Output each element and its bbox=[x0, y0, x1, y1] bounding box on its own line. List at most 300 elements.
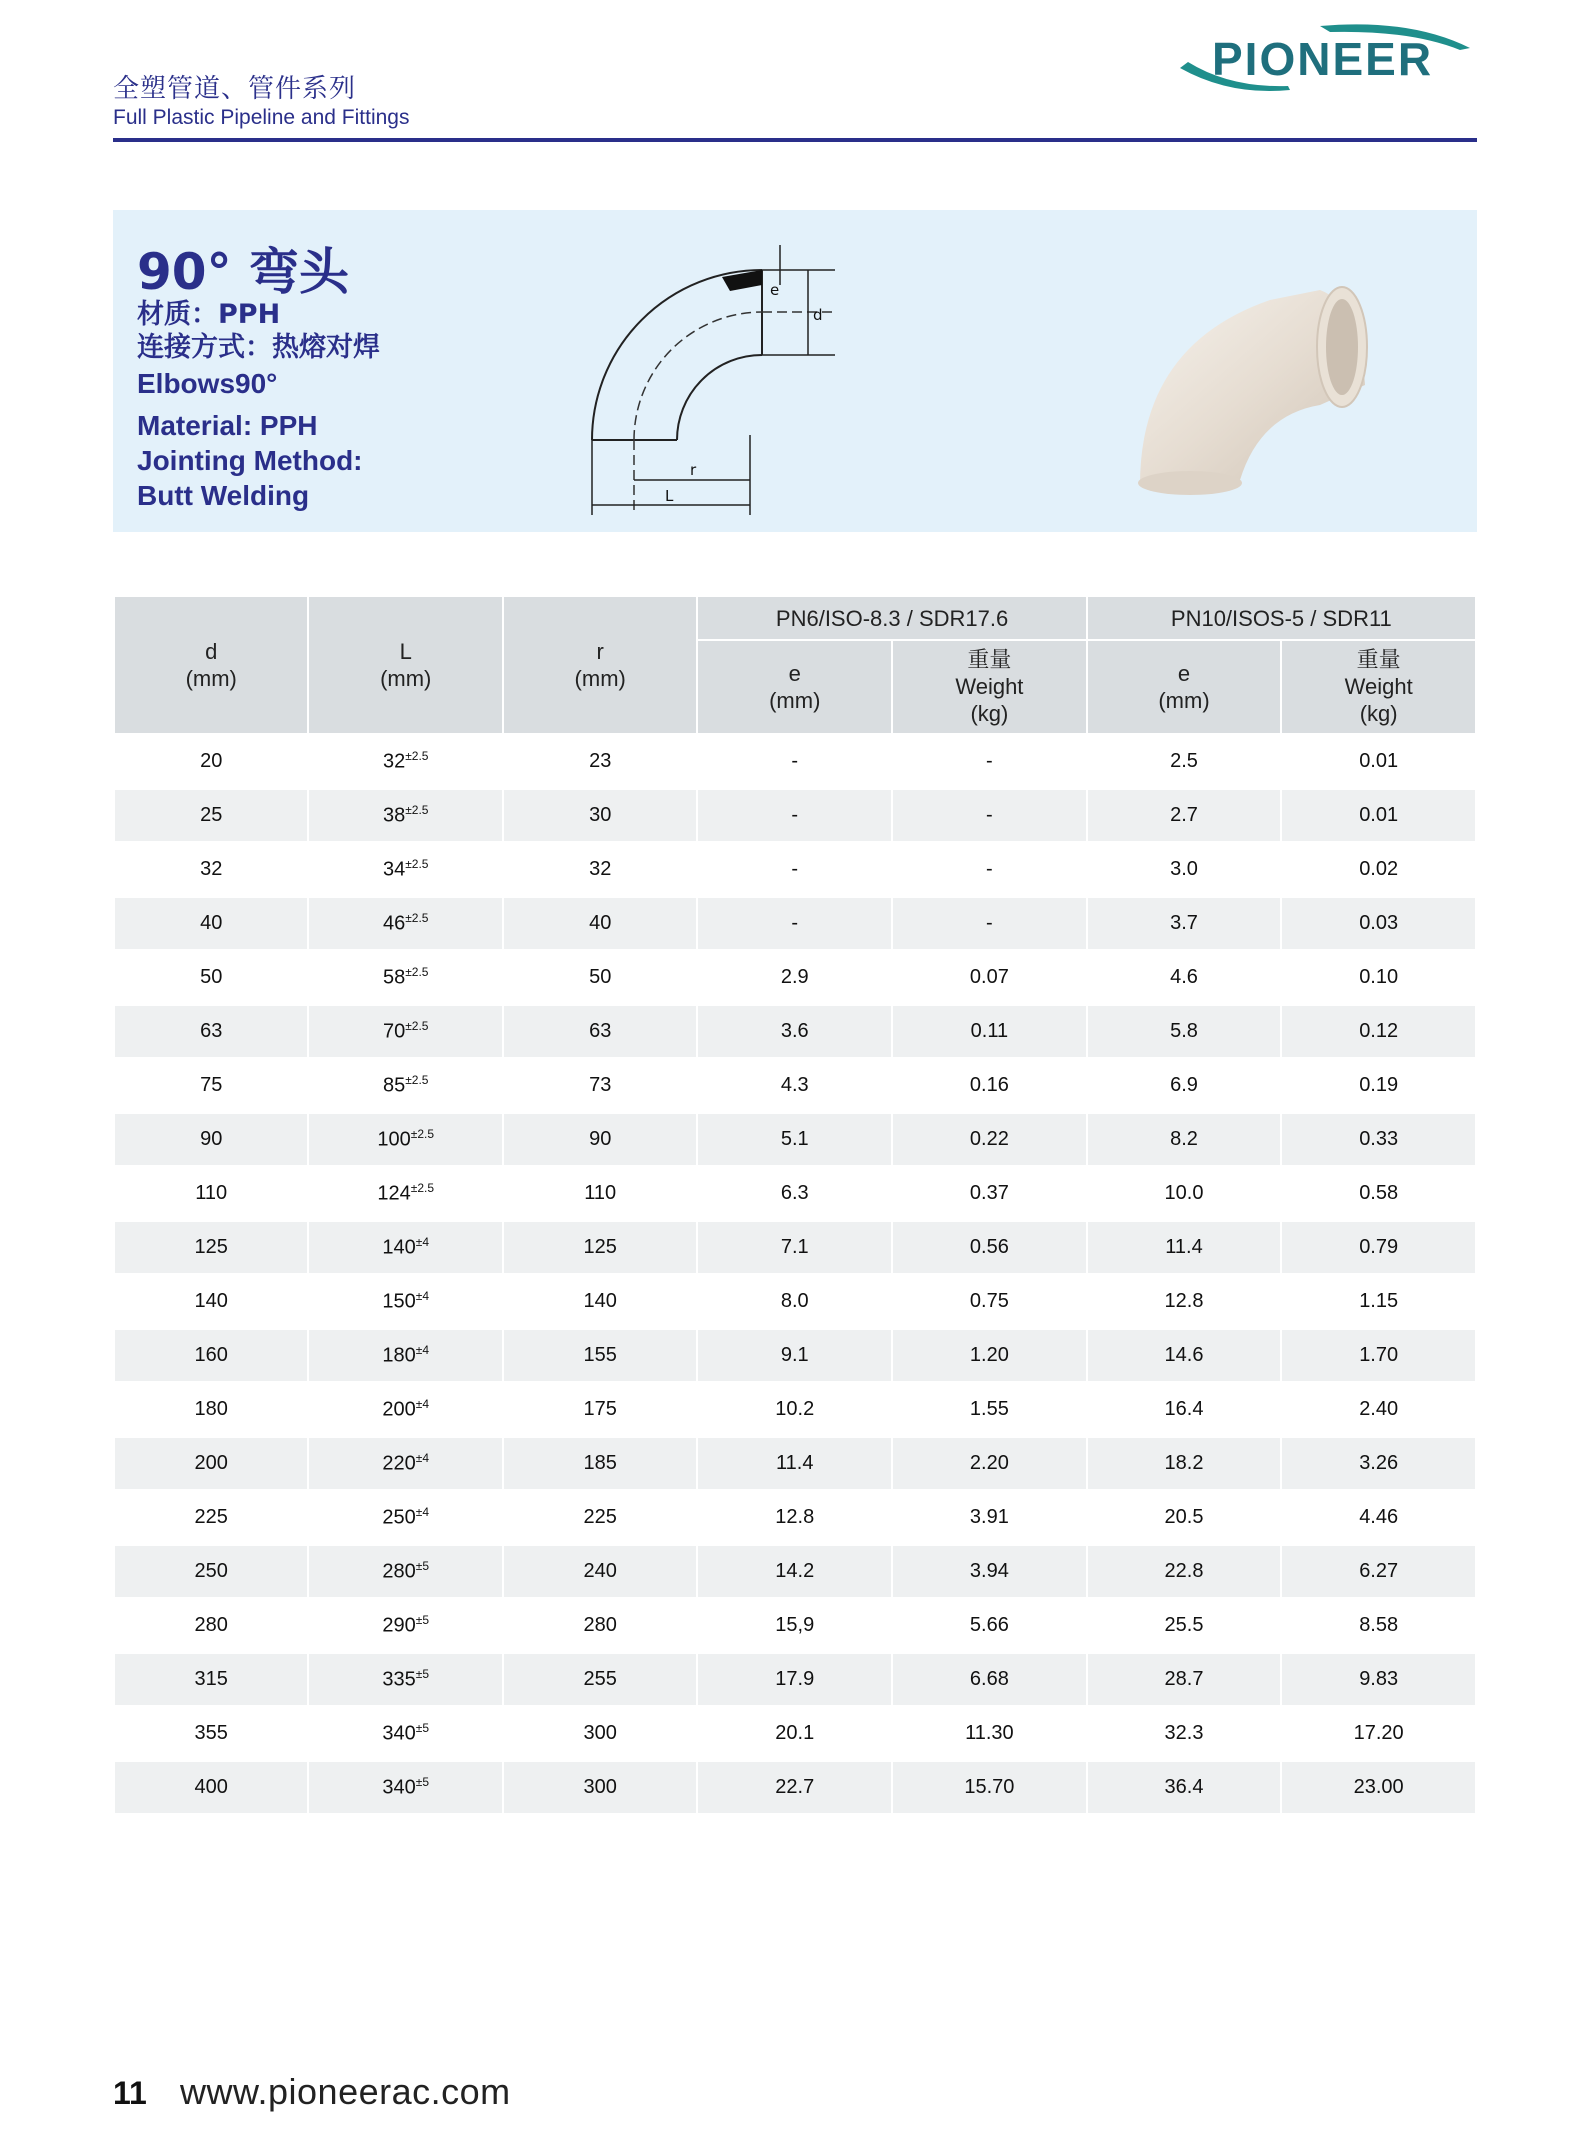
cell-L-tolerance: ±2.5 bbox=[410, 1180, 435, 1195]
cell-e1 bbox=[697, 1490, 892, 1544]
cell-d-value: 63 bbox=[200, 1019, 223, 1042]
cell-e1 bbox=[697, 1112, 892, 1166]
cell-w1 bbox=[892, 1220, 1087, 1274]
table-row bbox=[114, 734, 1476, 788]
cell-L-tolerance: ±2.5 bbox=[405, 856, 429, 871]
cell-L-tolerance: ±5 bbox=[415, 1774, 430, 1789]
cell-e1 bbox=[697, 1220, 892, 1274]
cell-e1 bbox=[697, 1382, 892, 1436]
cell-w1-value: 0.07 bbox=[969, 965, 1009, 988]
col-header-w2-en: Weight bbox=[1344, 674, 1413, 700]
table-row bbox=[114, 1652, 1476, 1706]
cell-L-tolerance: ±2.5 bbox=[405, 802, 429, 817]
cell-d-value: 90 bbox=[200, 1127, 223, 1150]
cell-w1 bbox=[892, 1004, 1087, 1058]
cell-e1 bbox=[697, 1598, 892, 1652]
cell-L bbox=[308, 1112, 502, 1166]
cell-d-value: 315 bbox=[194, 1667, 228, 1690]
cell-e1-value: 8.0 bbox=[780, 1289, 809, 1312]
cell-e2-value: 14.6 bbox=[1164, 1343, 1204, 1366]
cell-w2-value: 0.10 bbox=[1359, 965, 1399, 988]
cell-e1-value: 11.4 bbox=[776, 1451, 814, 1474]
cell-e2-value: 2.5 bbox=[1170, 749, 1198, 772]
col-header-e1 bbox=[697, 640, 892, 734]
table-row bbox=[114, 1490, 1476, 1544]
cell-e2 bbox=[1087, 788, 1282, 842]
cell-L-value: 340 bbox=[382, 1722, 416, 1745]
cell-L bbox=[308, 1004, 502, 1058]
cell-d bbox=[114, 1166, 308, 1220]
cell-e1 bbox=[697, 1004, 892, 1058]
table-row bbox=[114, 1004, 1476, 1058]
cell-r bbox=[503, 1760, 697, 1814]
cell-r bbox=[503, 1436, 697, 1490]
cell-w1-value: 2.20 bbox=[969, 1451, 1009, 1474]
cell-r-value: 23 bbox=[589, 749, 612, 772]
cell-r-value: 30 bbox=[589, 803, 612, 826]
col-header-L-label: L bbox=[399, 638, 412, 664]
cell-w2-value: 1.70 bbox=[1359, 1343, 1399, 1366]
cell-d-value: 160 bbox=[194, 1343, 228, 1366]
cell-L-value: 290 bbox=[382, 1614, 416, 1637]
cell-e2 bbox=[1087, 1436, 1282, 1490]
cell-e1-value: 15,9 bbox=[775, 1613, 815, 1636]
cell-e1 bbox=[697, 1706, 892, 1760]
cell-d bbox=[114, 1220, 308, 1274]
cell-L-value: 280 bbox=[382, 1560, 416, 1583]
cell-e1 bbox=[697, 896, 892, 950]
cell-L bbox=[308, 788, 502, 842]
cell-w2-value: 0.03 bbox=[1359, 911, 1399, 934]
col-header-e2 bbox=[1087, 640, 1282, 734]
cell-w2-value: 0.02 bbox=[1359, 857, 1399, 880]
group-header-pn10: PN10/ISOS-5 / SDR11 bbox=[1087, 596, 1476, 640]
cell-w1-value: 3.91 bbox=[969, 1505, 1009, 1528]
cell-e1 bbox=[697, 1166, 892, 1220]
cell-e2-value: 16.4 bbox=[1164, 1397, 1204, 1420]
cell-e1 bbox=[697, 842, 892, 896]
col-header-r-unit: (mm) bbox=[574, 665, 626, 691]
cell-e2 bbox=[1087, 1382, 1282, 1436]
cell-e1-value: 22.7 bbox=[775, 1775, 815, 1798]
cell-w2 bbox=[1281, 1220, 1476, 1274]
cell-w2-value: 23.00 bbox=[1353, 1775, 1404, 1798]
cell-w2-value: 0.79 bbox=[1359, 1235, 1399, 1258]
cell-w1 bbox=[892, 1760, 1087, 1814]
cell-e2-value: 11.4 bbox=[1165, 1235, 1203, 1258]
cell-r-value: 73 bbox=[589, 1073, 612, 1096]
cell-w2 bbox=[1281, 1436, 1476, 1490]
cell-L-value: 34 bbox=[382, 858, 406, 881]
cell-L bbox=[308, 1166, 502, 1220]
cell-L-tolerance: ±2.5 bbox=[405, 910, 429, 925]
cell-r-value: 40 bbox=[589, 911, 612, 934]
cell-d-value: 200 bbox=[194, 1451, 228, 1474]
cell-e2-value: 8.2 bbox=[1170, 1127, 1198, 1150]
cell-e1 bbox=[697, 1058, 892, 1112]
cell-L bbox=[308, 950, 502, 1004]
cell-e2 bbox=[1087, 1166, 1282, 1220]
cell-L bbox=[308, 1706, 502, 1760]
cell-e1 bbox=[697, 1328, 892, 1382]
cell-e2 bbox=[1087, 1058, 1282, 1112]
cell-w2 bbox=[1281, 1760, 1476, 1814]
cell-L-tolerance: ±4 bbox=[415, 1288, 430, 1303]
cell-r bbox=[503, 734, 697, 788]
cell-L-tolerance: ±2.5 bbox=[410, 1126, 435, 1141]
website-url: www.pioneerac.com bbox=[180, 2071, 511, 2112]
cell-e2 bbox=[1087, 1328, 1282, 1382]
table-row bbox=[114, 1058, 1476, 1112]
cell-d bbox=[114, 1112, 308, 1166]
table-row bbox=[114, 788, 1476, 842]
cell-r-value: 300 bbox=[583, 1721, 617, 1744]
cell-L-tolerance: ±4 bbox=[415, 1342, 430, 1357]
cell-L bbox=[308, 734, 502, 788]
cell-d-value: 50 bbox=[200, 965, 223, 988]
cell-w2 bbox=[1281, 1328, 1476, 1382]
table-row bbox=[114, 1544, 1476, 1598]
cell-d-value: 110 bbox=[195, 1181, 228, 1204]
table-row bbox=[114, 1760, 1476, 1814]
table-row bbox=[114, 1112, 1476, 1166]
cell-w2-value: 0.01 bbox=[1359, 749, 1399, 772]
table-row bbox=[114, 1220, 1476, 1274]
cell-L bbox=[308, 1490, 502, 1544]
cell-d bbox=[114, 1544, 308, 1598]
cell-L-tolerance: ±2.5 bbox=[405, 748, 429, 763]
cell-r-value: 155 bbox=[583, 1343, 617, 1366]
cell-w1 bbox=[892, 734, 1087, 788]
cell-d-value: 32 bbox=[200, 857, 223, 880]
cell-L-tolerance: ±5 bbox=[415, 1720, 430, 1735]
cell-e2-value: 12.8 bbox=[1164, 1289, 1204, 1312]
col-header-d-label: d bbox=[205, 638, 218, 664]
cell-e2 bbox=[1087, 950, 1282, 1004]
cell-w1-value: 6.68 bbox=[969, 1667, 1009, 1690]
col-header-w1 bbox=[892, 640, 1087, 734]
cell-L-value: 200 bbox=[382, 1398, 416, 1421]
cell-w1-value: - bbox=[986, 749, 993, 772]
cell-e2 bbox=[1087, 1490, 1282, 1544]
cell-w1-value: 15.70 bbox=[964, 1775, 1015, 1798]
cell-r-value: 255 bbox=[583, 1667, 617, 1690]
cell-e2-value: 3.7 bbox=[1170, 911, 1198, 934]
table-row bbox=[114, 1274, 1476, 1328]
cell-e2-value: 3.0 bbox=[1170, 857, 1198, 880]
cell-w1-value: 11.30 bbox=[965, 1721, 1014, 1744]
cell-d bbox=[114, 1004, 308, 1058]
cell-d-value: 125 bbox=[194, 1235, 228, 1258]
cell-L bbox=[308, 1436, 502, 1490]
cell-L-tolerance: ±2.5 bbox=[405, 964, 429, 979]
cell-e1-value: 2.9 bbox=[780, 965, 809, 988]
col-header-w1-cn: 重量 bbox=[967, 647, 1012, 673]
cell-w2 bbox=[1281, 1382, 1476, 1436]
cell-L bbox=[308, 896, 502, 950]
cell-r bbox=[503, 1058, 697, 1112]
cell-L-value: 38 bbox=[382, 804, 406, 827]
cell-e1-value: 4.3 bbox=[780, 1073, 809, 1096]
jointing-en: Jointing Method: bbox=[137, 445, 363, 476]
cell-w1-value: - bbox=[986, 911, 993, 934]
cell-w1 bbox=[892, 842, 1087, 896]
cell-r bbox=[503, 950, 697, 1004]
cell-d bbox=[114, 1382, 308, 1436]
table-row bbox=[114, 950, 1476, 1004]
cell-w2 bbox=[1281, 1004, 1476, 1058]
cell-d bbox=[114, 788, 308, 842]
cell-w2 bbox=[1281, 1166, 1476, 1220]
cell-L bbox=[308, 1220, 502, 1274]
cell-w1 bbox=[892, 1274, 1087, 1328]
cell-e2 bbox=[1087, 1652, 1282, 1706]
cell-L bbox=[308, 1382, 502, 1436]
page-number: 11 bbox=[113, 2075, 147, 2111]
cell-e2 bbox=[1087, 842, 1282, 896]
cell-e1 bbox=[697, 1544, 892, 1598]
cell-d bbox=[114, 1436, 308, 1490]
spec-table bbox=[113, 595, 1477, 1815]
cell-w2-value: 4.46 bbox=[1359, 1505, 1399, 1528]
cell-L-value: 220 bbox=[382, 1452, 416, 1475]
cell-d bbox=[114, 1652, 308, 1706]
cell-r-value: 140 bbox=[583, 1289, 617, 1312]
table-row bbox=[114, 1436, 1476, 1490]
cell-L bbox=[308, 1328, 502, 1382]
cell-w1-value: 0.37 bbox=[969, 1181, 1009, 1204]
cell-w1-value: 0.56 bbox=[969, 1235, 1009, 1258]
cell-w1-value: 5.66 bbox=[969, 1613, 1009, 1636]
cell-e2-value: 6.9 bbox=[1170, 1073, 1198, 1096]
cell-w2-value: 6.27 bbox=[1359, 1559, 1399, 1582]
cell-w1-value: 1.20 bbox=[969, 1343, 1009, 1366]
cell-L-value: 85 bbox=[382, 1074, 406, 1097]
cell-e2-value: 4.6 bbox=[1170, 965, 1198, 988]
cell-w2 bbox=[1281, 788, 1476, 842]
cell-r bbox=[503, 1328, 697, 1382]
cell-L-tolerance: ±5 bbox=[415, 1666, 430, 1681]
cell-r bbox=[503, 1706, 697, 1760]
cell-e1-value: 5.1 bbox=[780, 1127, 809, 1150]
cell-r-value: 280 bbox=[583, 1613, 617, 1636]
cell-r-value: 300 bbox=[583, 1775, 617, 1798]
table-row bbox=[114, 1706, 1476, 1760]
cell-L bbox=[308, 1274, 502, 1328]
table-row bbox=[114, 1166, 1476, 1220]
cell-L-value: 140 bbox=[382, 1236, 416, 1259]
cell-w1 bbox=[892, 1652, 1087, 1706]
cell-e2 bbox=[1087, 1274, 1282, 1328]
cell-w1 bbox=[892, 1598, 1087, 1652]
cell-r bbox=[503, 1112, 697, 1166]
cell-d-value: 250 bbox=[194, 1559, 228, 1582]
cell-L bbox=[308, 1058, 502, 1112]
cell-d bbox=[114, 1058, 308, 1112]
cell-w2 bbox=[1281, 1112, 1476, 1166]
cell-r bbox=[503, 1004, 697, 1058]
cell-w1-value: - bbox=[986, 803, 993, 826]
cell-w2 bbox=[1281, 842, 1476, 896]
cell-r bbox=[503, 1166, 697, 1220]
cell-e2 bbox=[1087, 734, 1282, 788]
elbow-technical-drawing bbox=[570, 235, 860, 520]
cell-L-value: 32 bbox=[382, 750, 406, 773]
header-title-cn: 全塑管道、管件系列 bbox=[113, 74, 357, 104]
cell-e1 bbox=[697, 1274, 892, 1328]
col-header-L bbox=[308, 596, 502, 734]
cell-w1 bbox=[892, 1382, 1087, 1436]
cell-r-value: 240 bbox=[583, 1559, 617, 1582]
cell-L-value: 335 bbox=[382, 1668, 416, 1691]
cell-r-value: 185 bbox=[583, 1451, 617, 1474]
cell-L-tolerance: ±4 bbox=[415, 1450, 430, 1465]
cell-w2-value: 1.15 bbox=[1359, 1289, 1399, 1312]
cell-e2-value: 28.7 bbox=[1164, 1667, 1204, 1690]
cell-r bbox=[503, 1598, 697, 1652]
cell-e1-value: 12.8 bbox=[775, 1505, 815, 1528]
cell-d bbox=[114, 950, 308, 1004]
cell-e1-value: 6.3 bbox=[780, 1181, 809, 1204]
cell-L bbox=[308, 1652, 502, 1706]
cell-d bbox=[114, 1328, 308, 1382]
cell-e1 bbox=[697, 734, 892, 788]
table-row bbox=[114, 1598, 1476, 1652]
cell-L bbox=[308, 842, 502, 896]
cell-r bbox=[503, 1220, 697, 1274]
cell-r-value: 32 bbox=[589, 857, 612, 880]
cell-w2-value: 8.58 bbox=[1359, 1613, 1399, 1636]
cell-w2 bbox=[1281, 1598, 1476, 1652]
cell-w2 bbox=[1281, 1544, 1476, 1598]
drawing-label-d: d bbox=[813, 306, 823, 324]
cell-d bbox=[114, 896, 308, 950]
col-header-e2-unit: (mm) bbox=[1158, 687, 1210, 713]
material-en: Material: PPH bbox=[137, 410, 318, 441]
cell-e2 bbox=[1087, 1220, 1282, 1274]
elbow-product-photo bbox=[1120, 265, 1380, 495]
cell-r-value: 50 bbox=[589, 965, 612, 988]
cell-e1 bbox=[697, 950, 892, 1004]
cell-d-value: 180 bbox=[194, 1397, 228, 1420]
cell-d bbox=[114, 734, 308, 788]
cell-w2 bbox=[1281, 1706, 1476, 1760]
cell-w1 bbox=[892, 1706, 1087, 1760]
cell-r bbox=[503, 1544, 697, 1598]
cell-e2-value: 22.8 bbox=[1164, 1559, 1204, 1582]
cell-w1 bbox=[892, 1328, 1087, 1382]
cell-L-tolerance: ±2.5 bbox=[405, 1072, 429, 1087]
product-title-cn: 90° 弯头 bbox=[137, 243, 349, 301]
cell-e1-value: 17.9 bbox=[775, 1667, 815, 1690]
cell-d-value: 400 bbox=[194, 1775, 228, 1798]
cell-r-value: 225 bbox=[583, 1505, 617, 1528]
jointing-cn: 连接方式：热熔对焊 bbox=[137, 332, 380, 363]
cell-L-tolerance: ±2.5 bbox=[405, 1018, 429, 1033]
material-cn: 材质：PPH bbox=[137, 299, 281, 330]
col-header-d bbox=[114, 596, 308, 734]
cell-w1-value: 1.55 bbox=[969, 1397, 1009, 1420]
cell-L bbox=[308, 1598, 502, 1652]
cell-e2-value: 2.7 bbox=[1170, 803, 1198, 826]
cell-e2-value: 36.4 bbox=[1164, 1775, 1204, 1798]
group-header-pn6: PN6/ISO-8.3 / SDR17.6 bbox=[697, 596, 1086, 640]
cell-r-value: 110 bbox=[584, 1181, 617, 1204]
cell-e1 bbox=[697, 1436, 892, 1490]
cell-e2 bbox=[1087, 1004, 1282, 1058]
cell-d-value: 75 bbox=[200, 1073, 223, 1096]
table-row bbox=[114, 1382, 1476, 1436]
cell-d bbox=[114, 842, 308, 896]
cell-e1-value: 10.2 bbox=[775, 1397, 815, 1420]
cell-w2-value: 9.83 bbox=[1359, 1667, 1399, 1690]
cell-L-value: 58 bbox=[382, 966, 406, 989]
cell-e2 bbox=[1087, 896, 1282, 950]
drawing-label-r: r bbox=[690, 461, 697, 479]
cell-L-value: 150 bbox=[382, 1290, 416, 1313]
drawing-label-L: L bbox=[665, 487, 674, 505]
col-header-w1-en: Weight bbox=[955, 674, 1024, 700]
cell-w2 bbox=[1281, 896, 1476, 950]
cell-w1-value: 3.94 bbox=[969, 1559, 1009, 1582]
cell-r bbox=[503, 1274, 697, 1328]
cell-e2 bbox=[1087, 1112, 1282, 1166]
table-row bbox=[114, 842, 1476, 896]
cell-L-tolerance: ±4 bbox=[415, 1396, 430, 1411]
col-header-w2 bbox=[1281, 640, 1476, 734]
cell-w1-value: 0.16 bbox=[969, 1073, 1009, 1096]
col-header-e2-label: e bbox=[1177, 660, 1191, 686]
cell-w1 bbox=[892, 1436, 1087, 1490]
cell-e2-value: 20.5 bbox=[1164, 1505, 1204, 1528]
cell-e1 bbox=[697, 1652, 892, 1706]
cell-w2-value: 0.19 bbox=[1359, 1073, 1399, 1096]
cell-L-value: 340 bbox=[382, 1776, 416, 1799]
cell-r bbox=[503, 896, 697, 950]
cell-w1-value: - bbox=[986, 857, 993, 880]
spec-table-body bbox=[114, 734, 1476, 1814]
cell-L-value: 180 bbox=[382, 1344, 416, 1367]
table-row bbox=[114, 896, 1476, 950]
cell-r-value: 175 bbox=[583, 1397, 617, 1420]
cell-e1-value: 9.1 bbox=[780, 1343, 809, 1366]
cell-r-value: 125 bbox=[583, 1235, 617, 1258]
cell-L-tolerance: ±5 bbox=[415, 1558, 430, 1573]
cell-d-value: 40 bbox=[200, 911, 223, 934]
col-header-e1-label: e bbox=[788, 660, 801, 686]
jointing-value-en: Butt Welding bbox=[137, 480, 310, 511]
header-divider bbox=[113, 138, 1477, 142]
cell-e2-value: 25.5 bbox=[1164, 1613, 1204, 1636]
col-header-w2-cn: 重量 bbox=[1356, 647, 1401, 673]
cell-d-value: 355 bbox=[194, 1721, 228, 1744]
cell-w2 bbox=[1281, 1490, 1476, 1544]
cell-w1-value: 0.75 bbox=[969, 1289, 1009, 1312]
cell-r-value: 63 bbox=[589, 1019, 612, 1042]
cell-w1 bbox=[892, 896, 1087, 950]
cell-e2-value: 18.2 bbox=[1164, 1451, 1204, 1474]
cell-w2-value: 2.40 bbox=[1359, 1397, 1399, 1420]
cell-e2 bbox=[1087, 1706, 1282, 1760]
cell-L-value: 100 bbox=[377, 1128, 411, 1151]
cell-d-value: 25 bbox=[200, 803, 223, 826]
cell-w1 bbox=[892, 1112, 1087, 1166]
cell-w2 bbox=[1281, 734, 1476, 788]
col-header-e1-unit: (mm) bbox=[769, 687, 821, 713]
cell-e1-value: 20.1 bbox=[775, 1721, 815, 1744]
cell-w2-value: 0.33 bbox=[1359, 1127, 1399, 1150]
cell-L-value: 70 bbox=[382, 1020, 406, 1043]
